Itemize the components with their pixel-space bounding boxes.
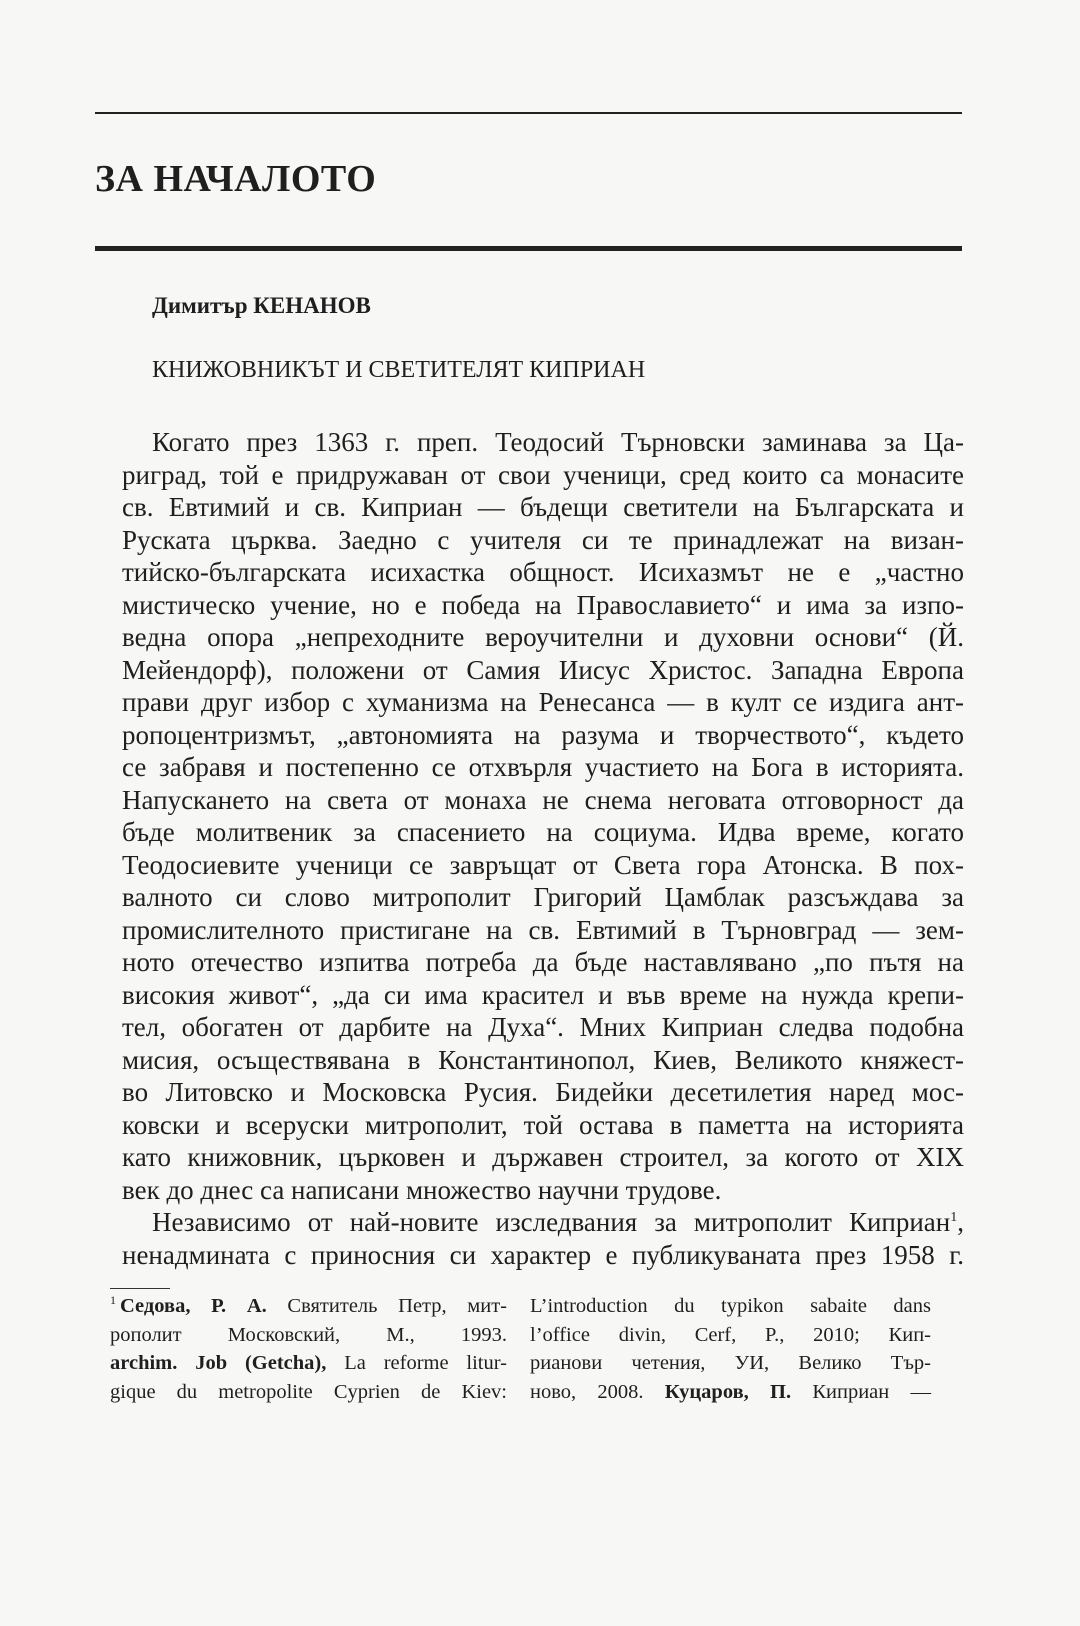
footnote-author: Куцаров, П. <box>664 1380 792 1403</box>
body-line: во Литовско и Московска Русия. Бидейки десетилетия наред мос- <box>122 1077 964 1107</box>
body-line: Напускането на света от монаха не снема неговата отговорност да <box>122 784 964 815</box>
body-line: промислителното пристигане на св. Евтимий в Търновград — зем- <box>122 914 964 945</box>
footnote-number: 1 <box>110 1293 116 1308</box>
body-line: се забравя и постепенно се отхвърля участието на Бога в историята. <box>122 752 964 782</box>
body-line <box>122 1206 964 1239</box>
body-line: ното отечество изпитва потреба да бъде наставлявано „по пътя на <box>122 947 964 977</box>
footnote-line: gique du metropolite Cyprien de Kiev: <box>110 1380 507 1403</box>
body-line: ковски и всеруски митрополит, той остава в паметта на историята <box>122 1109 964 1140</box>
body-line: Теодосиевите ученици се завръщат от Света гора Атонска. В пох- <box>122 849 964 880</box>
body-line: прави друг избор с хуманизма на Ренесанса — в култ се издига ант- <box>122 687 964 717</box>
footnote-line: L’introduction du typikon sabaite dans <box>530 1295 931 1317</box>
author-name: Димитър КЕНАНОВ <box>152 293 371 318</box>
footnote-author: Седова, Р. А. <box>120 1295 267 1317</box>
article-body <box>122 426 964 1271</box>
body-line: ненадмината с приносния си характер е публикуваната през 1958 г. <box>122 1239 964 1270</box>
footnote-text: Святитель Петр, мит- <box>266 1295 508 1317</box>
body-line: като книжовник, църковен и държавен строител, за когото от XIX <box>122 1142 964 1172</box>
footnote-left-column <box>110 1292 507 1406</box>
footnote-line: рополит Московский, М., 1993. <box>110 1323 507 1346</box>
body-line: Руската църква. Заедно с учителя си те принадлежат на визан- <box>122 524 964 555</box>
body-line: тел, обогатен от дарбите на Духа“. Мних Киприан следва подобна <box>122 1012 964 1042</box>
footnote-rule <box>110 1288 170 1289</box>
body-line: бъде молитвеник за спасението на социума. Идва време, когато <box>122 817 964 847</box>
paragraph2-text: Независимо от най-новите изследвания за митрополит Киприан <box>152 1207 951 1237</box>
footnote-text: ново, 2008. <box>530 1380 665 1403</box>
body-line: Мейендорф), положени от Самия Иисус Христос. Западна Европа <box>122 654 964 685</box>
footnote-right-column <box>530 1292 931 1406</box>
body-line: Когато през 1363 г. преп. Теодосий Търновски заминава за Ца- <box>152 427 964 457</box>
body-line: риград, той е придружаван от свои ученици, сред които са монасите <box>122 459 964 490</box>
section-title: ЗА НАЧАЛОТО <box>95 158 377 200</box>
footnote-author: archim. Job (Getcha), <box>110 1352 327 1374</box>
footnote-line <box>110 1292 507 1321</box>
body-line: ропоцентризмът, „автономията на разума и творчеството“, където <box>122 719 964 750</box>
footnote-line: l’office divin, Cerf, P., 2010; Кип- <box>530 1323 931 1346</box>
footnote-text: La reforme litur- <box>326 1352 507 1374</box>
title-rule <box>95 246 962 251</box>
footnote-text: Киприан — <box>791 1380 931 1403</box>
body-line: валното си слово митрополит Григорий Цамблак разсъждава за <box>122 882 964 912</box>
body-line: ведна опора „непреходните вероучителни и духовни основи“ (Й. <box>122 622 964 652</box>
footnote-line <box>110 1349 507 1378</box>
footnote-line <box>530 1378 931 1407</box>
body-line: мистическо учение, но е победа на Православието“ и има за изпо- <box>122 589 964 620</box>
body-line: век до днес са написани множество научни трудове. <box>122 1174 722 1205</box>
footnote-line: рианови четения, УИ, Велико Тър- <box>530 1352 931 1374</box>
body-line: тийско-българската исихастка общност. Исихазмът не е „частно <box>122 557 964 587</box>
body-line: високия живот“, „да си има красител и във време на нужда крепи- <box>122 979 964 1010</box>
article-title: КНИЖОВНИКЪТ И СВЕТИТЕЛЯТ КИПРИАН <box>152 357 646 383</box>
paragraph2-punct: , <box>957 1207 964 1237</box>
body-line: мисия, осъществявана в Константинопол, Киев, Великото княжест- <box>122 1044 964 1075</box>
top-rule <box>95 112 962 114</box>
footnote-ref[interactable]: 1 <box>950 1210 958 1225</box>
body-line: св. Евтимий и св. Киприан — бъдещи светители на Българската и <box>122 492 964 522</box>
